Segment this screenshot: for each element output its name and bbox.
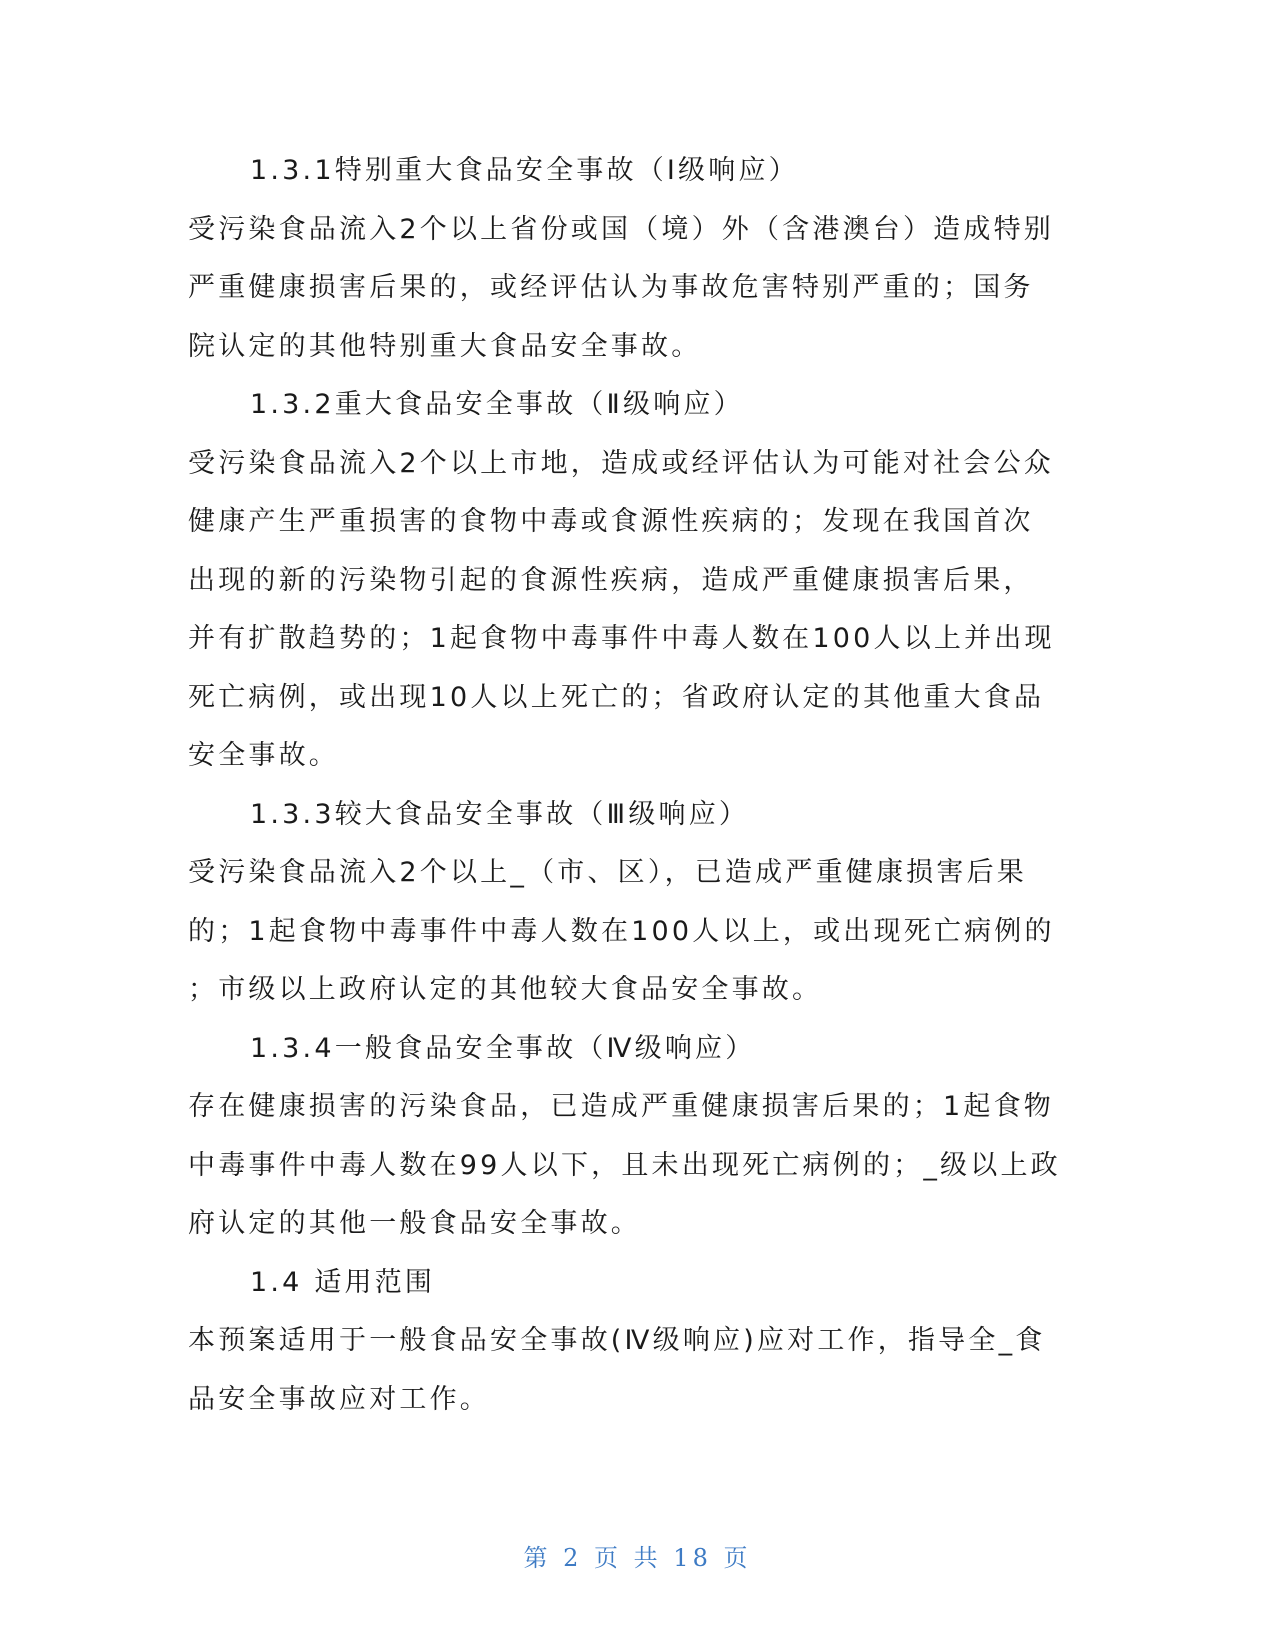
paragraph-line: 存在健康损害的污染食品，已造成严重健康损害后果的；1起食物 [188, 1091, 1054, 1122]
section-heading-1-4: 1.4 适用范围 [250, 1266, 436, 1298]
paragraph-line: 的；1起食物中毒事件中毒人数在100人以上，或出现死亡病例的 [188, 915, 1055, 947]
paragraph-line: 中毒事件中毒人数在99人以下，且未出现死亡病例的；_级以上政 [188, 1149, 1061, 1181]
paragraph-line: 健康产生严重损害的食物中毒或食源性疾病的；发现在我国首次 [188, 506, 1034, 537]
section-heading-1-3-2: 1.3.2重大食品安全事故（Ⅱ级响应） [250, 389, 744, 420]
section-heading-1-3-4: 1.3.4一般食品安全事故（Ⅳ级响应） [250, 1032, 756, 1064]
paragraph-line: ；市级以上政府认定的其他较大食品安全事故。 [188, 974, 823, 1005]
paragraph-line: 死亡病例，或出现10人以上死亡的；省政府认定的其他重大食品 [188, 681, 1045, 713]
paragraph-line: 受污染食品流入2个以上市地，造成或经评估认为可能对社会公众 [188, 447, 1054, 479]
page-number-footer: 第 2 页 共 18 页 [523, 1544, 752, 1572]
paragraph-line: 受污染食品流入2个以上省份或国（境）外（含港澳台）造成特别 [188, 213, 1054, 245]
paragraph-line: 受污染食品流入2个以上_（市、区），已造成严重健康损害后果 [188, 857, 1027, 888]
section-heading-1-3-1: 1.3.1特别重大食品安全事故（Ⅰ级响应） [250, 155, 799, 186]
paragraph-line: 并有扩散趋势的；1起食物中毒事件中毒人数在100人以上并出现 [188, 623, 1055, 654]
paragraph-line: 严重健康损害后果的，或经评估认为事故危害特别严重的；国务 [188, 272, 1034, 303]
paragraph-line: 院认定的其他特别重大食品安全事故。 [188, 330, 702, 362]
paragraph-line: 品安全事故应对工作。 [188, 1383, 490, 1415]
document-body [188, 142, 1068, 1429]
section-heading-1-3-3: 1.3.3较大食品安全事故（Ⅲ级响应） [250, 798, 750, 830]
paragraph-line: 府认定的其他一般食品安全事故。 [188, 1208, 641, 1239]
paragraph-line: 出现的新的污染物引起的食源性疾病，造成严重健康损害后果， [188, 564, 1034, 596]
paragraph-line: 本预案适用于一般食品安全事故(Ⅳ级响应)应对工作，指导全_食 [188, 1325, 1046, 1356]
paragraph-line: 安全事故。 [188, 740, 339, 771]
